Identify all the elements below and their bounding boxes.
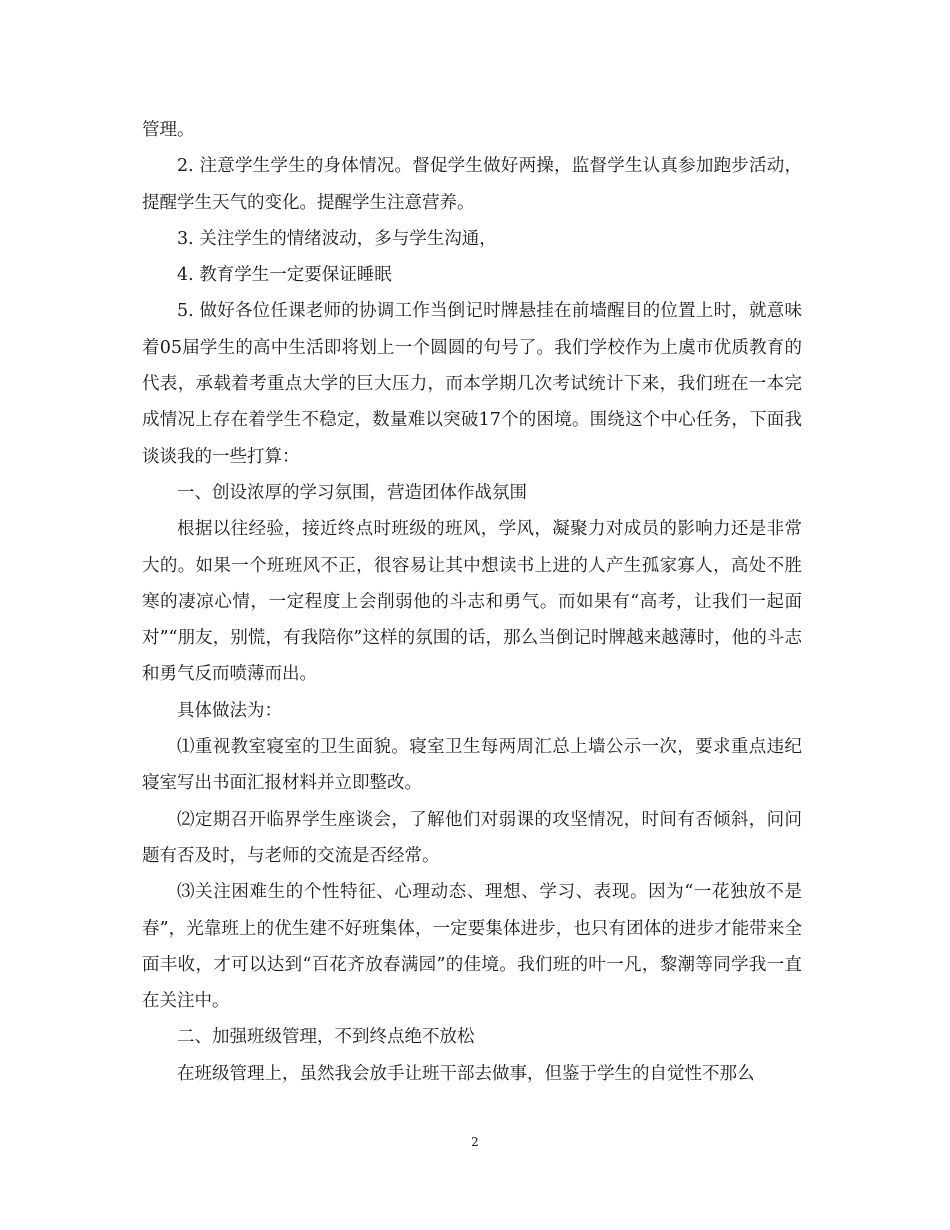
- paragraph-experience: 根据以往经验，接近终点时班级的班风，学风，凝聚力对成员的影响力还是非常大的。如果一个班班风不正，很容易让其中想读书上进的人产生孤家寡人，高处不胜寒的凄凉心情，一定程度上会削弱他的斗志和勇气。而如果有“高考，让我们一起面对”“朋友，别慌，有我陪你”这样的氛围的话，那么当倒记时牌越来越薄时，他的斗志和勇气反而喷薄而出。: [142, 519, 802, 685]
- paragraph-item-5: 5. 做好各位任课老师的协调工作当倒记时牌悬挂在前墙醒目的位置上时，就意味着05届学生的高中生活即将划上一个圆圆的句号了。我们学校作为上虞市优质教育的代表，承载着考重点大学的巨大压力，而本学期几次考试统计下来，我们班在一本完成情况上存在着学生不稳定，数量难以突破17个的困境。围绕这个中心任务，下面我谈谈我的一些打算：: [142, 301, 802, 467]
- paragraph-class-management: 在班级管理上，虽然我会放手让班干部去做事，但鉴于学生的自觉性不那么: [177, 1063, 755, 1084]
- page-number: 2: [471, 1135, 479, 1149]
- section-heading-1: 一、创设浓厚的学习氛围，营造团体作战氛围: [177, 482, 527, 503]
- paragraph-item-3: 3. 关注学生的情绪波动，多与学生沟通，: [177, 228, 497, 249]
- paragraph-item-4: 4. 教育学生一定要保证睡眠: [177, 265, 392, 286]
- paragraph-method-3: ⑶关注困难生的个性特征、心理动态、理想、学习、表现。因为“一花独放不是春”，光靠班上的优生建不好班集体，一定要集体进步，也只有团体的进步才能带来全面丰收，才可以达到“百花齐放春满园”的佳境。我们班的叶一凡，黎潮等同学我一直在关注中。: [142, 882, 802, 1012]
- paragraph-item-2: 2. 注意学生学生的身体情况。督促学生做好两操，监督学生认真参加跑步活动，提醒学生天气的变化。提醒学生注意营养。: [142, 156, 802, 213]
- document-body: [142, 112, 802, 1092]
- paragraph-method-2: ⑵定期召开临界学生座谈会，了解他们对弱课的攻坚情况，时间有否倾斜，问问题有否及时，与老师的交流是否经常。: [142, 809, 802, 866]
- section-heading-2: 二、加强班级管理，不到终点绝不放松: [177, 1027, 475, 1048]
- paragraph-method-1: ⑴重视教室寝室的卫生面貌。寝室卫生每两周汇总上墙公示一次，要求重点违纪寝室写出书面汇报材料并立即整改。: [142, 737, 802, 794]
- paragraph-continuation: 管理。: [142, 120, 195, 140]
- paragraph-methods-intro: 具体做法为：: [177, 700, 282, 721]
